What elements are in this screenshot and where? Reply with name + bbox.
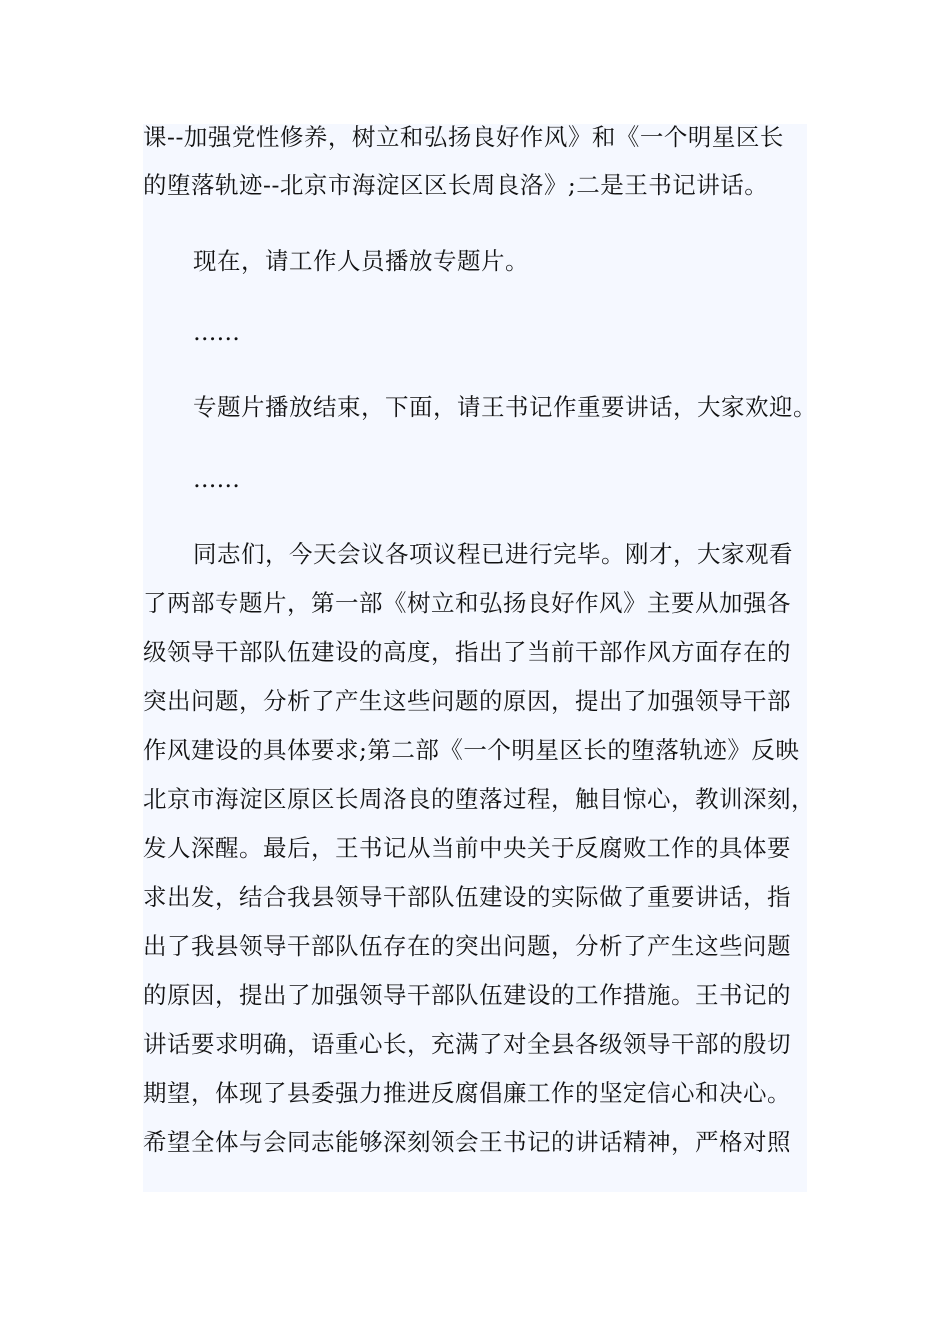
text-line: 课--加强党性修养，树立和弘扬良好作风》和《一个明星区长 [143, 123, 784, 151]
text-line: 专题片播放结束，下面，请王书记作重要讲话，大家欢迎。 [193, 393, 817, 421]
text-line: 期望，体现了县委强力推进反腐倡廉工作的坚定信心和决心。 [143, 1079, 791, 1107]
text-line: 突出问题，分析了产生这些问题的原因，提出了加强领导干部 [143, 687, 791, 715]
ellipsis-line: …… [193, 465, 240, 493]
ellipsis-line: …… [193, 318, 240, 346]
text-line: 了两部专题片，第一部《树立和弘扬良好作风》主要从加强各 [143, 589, 791, 617]
text-line: 作风建设的具体要求;第二部《一个明星区长的堕落轨迹》反映 [143, 736, 800, 764]
text-line: 求出发，结合我县领导干部队伍建设的实际做了重要讲话，指 [143, 883, 791, 911]
text-line: 希望全体与会同志能够深刻领会王书记的讲话精神，严格对照 [143, 1128, 791, 1156]
document-text-block [143, 123, 817, 1192]
text-line: 的原因，提出了加强领导干部队伍建设的工作措施。王书记的 [143, 981, 791, 1009]
text-line: 的堕落轨迹--北京市海淀区区长周良洛》;二是王书记讲话。 [143, 171, 769, 199]
text-line: 级领导干部队伍建设的高度，指出了当前干部作风方面存在的 [143, 638, 791, 666]
text-line: 北京市海淀区原区长周洛良的堕落过程，触目惊心，教训深刻， [143, 785, 815, 813]
text-line: 讲话要求明确，语重心长，充满了对全县各级领导干部的殷切 [143, 1030, 791, 1058]
text-line: 现在，请工作人员播放专题片。 [193, 247, 529, 275]
text-line: 同志们，今天会议各项议程已进行完毕。刚才，大家观看 [193, 540, 793, 568]
text-line: 出了我县领导干部队伍存在的突出问题，分析了产生这些问题 [143, 932, 791, 960]
text-line: 发人深醒。最后，王书记从当前中央关于反腐败工作的具体要 [143, 834, 791, 862]
